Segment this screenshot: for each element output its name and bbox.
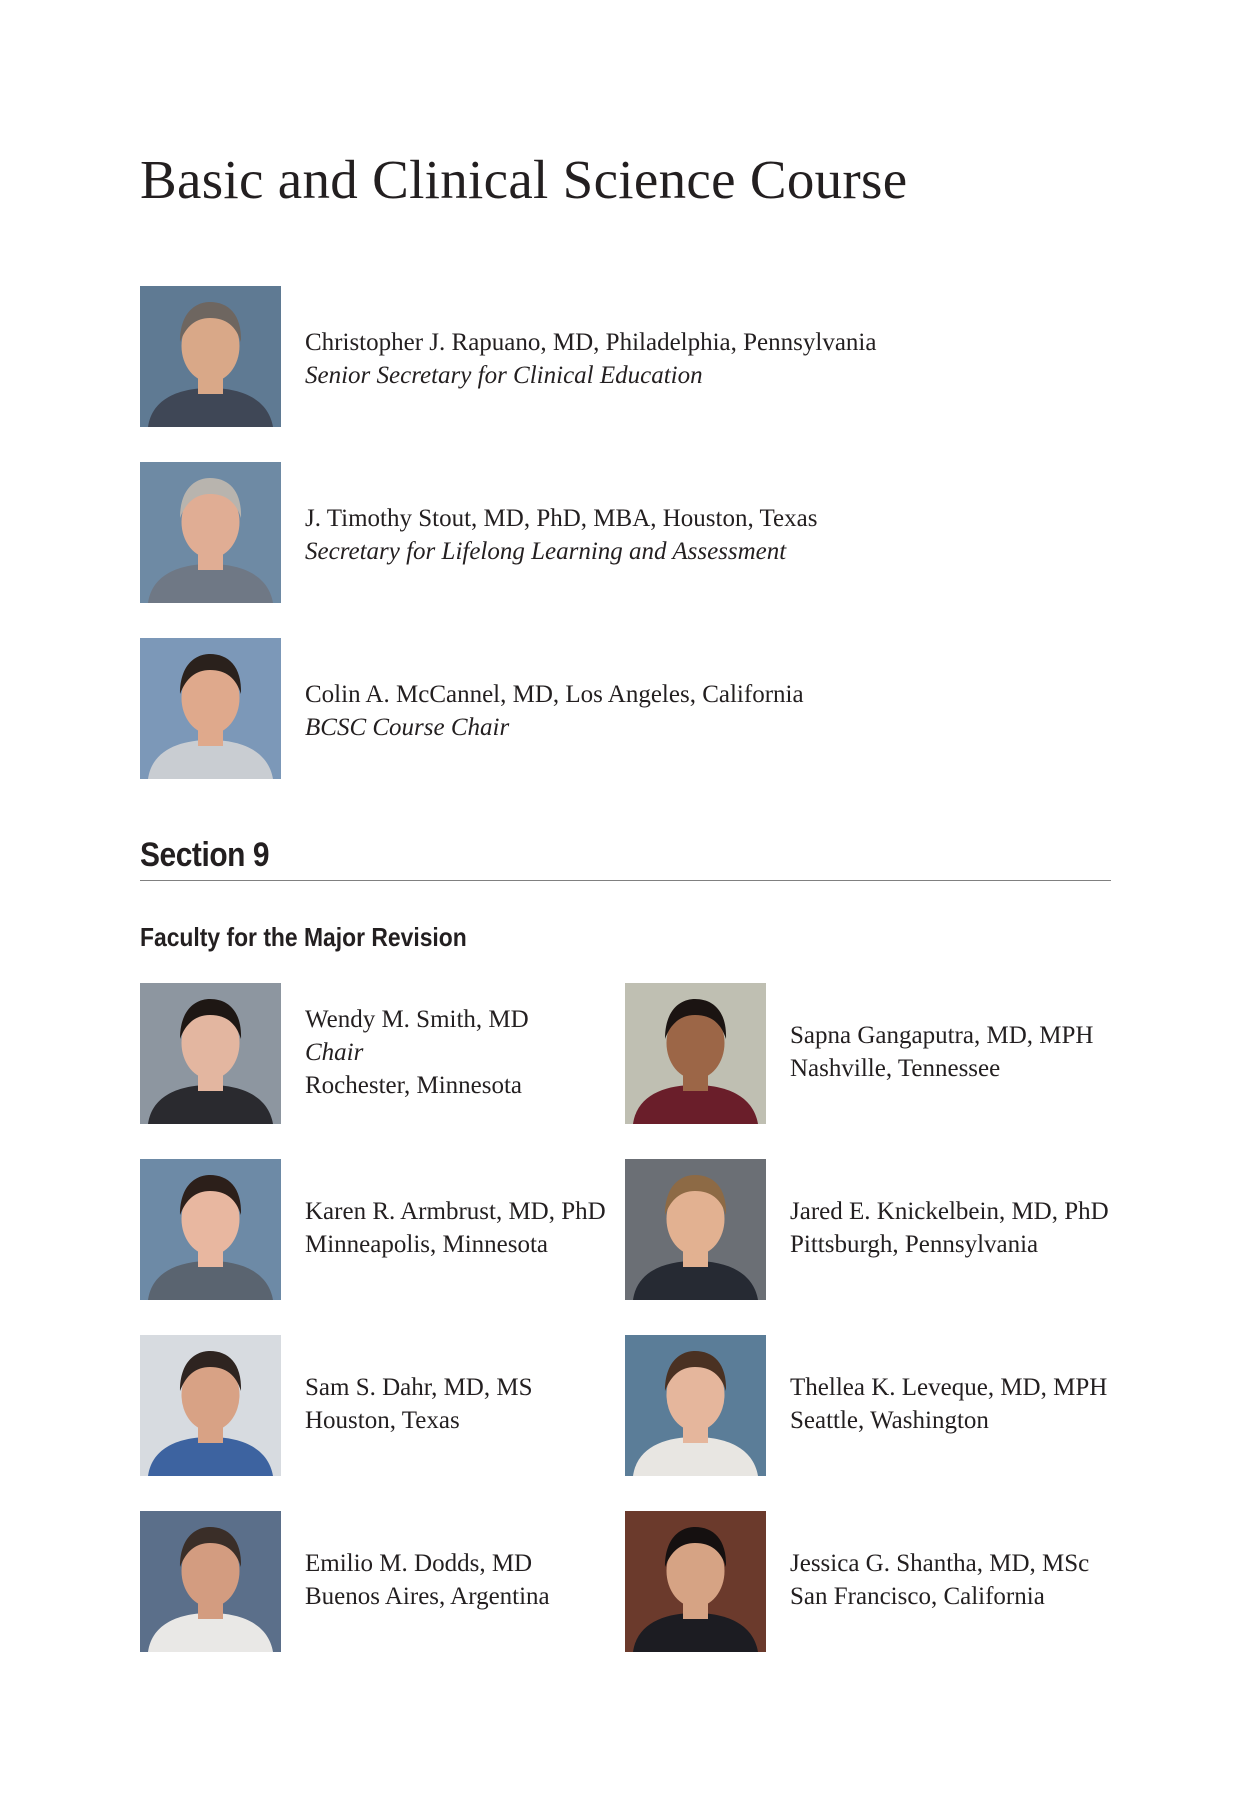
leader-entry — [140, 638, 1140, 779]
leader-role: Senior Secretary for Clinical Education — [305, 362, 703, 389]
faculty-name: Sam S. Dahr, MD, MS — [305, 1374, 533, 1401]
portrait-photo — [140, 638, 281, 779]
faculty-entry — [625, 1159, 1125, 1300]
portrait-photo — [140, 462, 281, 603]
faculty-role: Chair — [305, 1039, 364, 1066]
portrait-photo — [140, 1335, 281, 1476]
faculty-location: Seattle, Washington — [790, 1407, 989, 1434]
faculty-name: Karen R. Armbrust, MD, PhD — [305, 1198, 606, 1225]
portrait-photo — [625, 1511, 766, 1652]
section-heading: Section 9 — [140, 836, 270, 874]
leader-name: J. Timothy Stout, MD, PhD, MBA, Houston, Texas — [305, 505, 818, 532]
portrait-photo — [140, 1159, 281, 1300]
leader-name: Colin A. McCannel, MD, Los Angeles, California — [305, 681, 804, 708]
portrait-photo — [140, 1511, 281, 1652]
faculty-entry — [625, 1335, 1125, 1476]
faculty-location: Houston, Texas — [305, 1407, 460, 1434]
faculty-location: San Francisco, California — [790, 1583, 1045, 1610]
faculty-name: Jessica G. Shantha, MD, MSc — [790, 1550, 1090, 1577]
portrait-photo — [625, 983, 766, 1124]
leader-entry — [140, 462, 1140, 603]
faculty-location: Nashville, Tennessee — [790, 1055, 1001, 1082]
faculty-subheading: Faculty for the Major Revision — [140, 922, 467, 952]
section-divider — [140, 880, 1111, 881]
faculty-name: Thellea K. Leveque, MD, MPH — [790, 1374, 1108, 1401]
portrait-photo — [140, 286, 281, 427]
faculty-entry — [140, 983, 640, 1124]
faculty-entry — [625, 1511, 1125, 1652]
portrait-photo — [625, 1159, 766, 1300]
portrait-photo — [140, 983, 281, 1124]
faculty-location: Pittsburgh, Pennsylvania — [790, 1231, 1039, 1258]
faculty-entry — [140, 1159, 640, 1300]
portrait-photo — [625, 1335, 766, 1476]
leader-role: Secretary for Lifelong Learning and Assessment — [305, 538, 787, 565]
faculty-name: Wendy M. Smith, MD — [305, 1006, 529, 1033]
page-title: Basic and Clinical Science Course — [140, 149, 908, 210]
faculty-entry — [140, 1511, 640, 1652]
faculty-location: Buenos Aires, Argentina — [305, 1583, 550, 1610]
faculty-entry — [140, 1335, 640, 1476]
faculty-location: Rochester, Minnesota — [305, 1072, 523, 1099]
faculty-name: Emilio M. Dodds, MD — [305, 1550, 533, 1577]
faculty-name: Jared E. Knickelbein, MD, PhD — [790, 1198, 1109, 1225]
leader-name: Christopher J. Rapuano, MD, Philadelphia, Pennsylvania — [305, 329, 877, 356]
faculty-location: Minneapolis, Minnesota — [305, 1231, 549, 1258]
leader-entry — [140, 286, 1140, 427]
faculty-entry — [625, 983, 1125, 1124]
leader-role: BCSC Course Chair — [305, 714, 510, 741]
faculty-name: Sapna Gangaputra, MD, MPH — [790, 1022, 1094, 1049]
